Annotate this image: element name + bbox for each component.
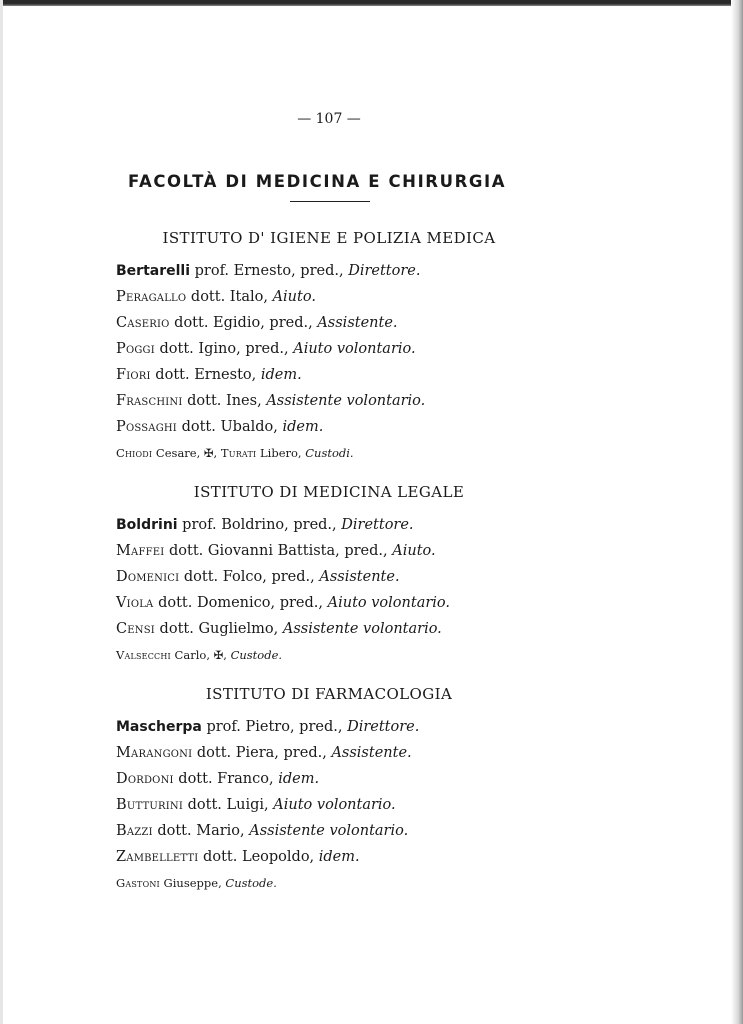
staff-details: prof. Ernesto, pred.,	[190, 263, 349, 279]
section-heading-farmacologia: ISTITUTO DI FARMACOLOGIA	[205, 685, 453, 703]
staff-name: Valsecchi	[116, 648, 171, 662]
staff-role: Assistente.	[317, 315, 398, 331]
staff-details: dott. Ines,	[182, 393, 267, 409]
staff-entry	[116, 393, 425, 409]
title-rule	[290, 201, 370, 202]
staff-role: Direttore.	[347, 719, 420, 735]
staff-role: Direttore.	[341, 517, 414, 533]
staff-entry	[116, 543, 436, 559]
staff-name-second: Turati	[220, 446, 257, 460]
staff-entry	[116, 315, 398, 331]
staff-details: dott. Igino, pred.,	[154, 341, 294, 357]
staff-role: Assistente volontario.	[266, 393, 426, 409]
staff-name: Possaghi	[116, 419, 177, 435]
staff-name: Caserio	[116, 315, 170, 331]
staff-name: Marangoni	[116, 745, 193, 761]
staff-name: Bertarelli	[116, 263, 191, 279]
staff-details-second: Libero,	[256, 446, 306, 460]
staff-role: Aiuto volontario.	[327, 595, 450, 611]
staff-details: dott. Leopoldo,	[198, 849, 319, 865]
section-heading-igiene: ISTITUTO D' IGIENE E POLIZIA MEDICA	[162, 229, 496, 247]
staff-entry	[116, 745, 412, 761]
section-heading-medicina-legale: ISTITUTO DI MEDICINA LEGALE	[193, 483, 465, 501]
staff-name: Gastoni	[116, 876, 160, 890]
staff-details: dott. Ernesto,	[150, 367, 261, 383]
staff-role: Custode.	[225, 876, 277, 890]
staff-entry	[116, 341, 416, 357]
staff-role: idem.	[318, 849, 360, 865]
staff-name: Mascherpa	[116, 719, 202, 735]
staff-name: Chiodi	[116, 446, 153, 460]
staff-name: Peragallo	[116, 289, 187, 305]
staff-entry	[116, 419, 323, 435]
staff-entry-custode	[116, 648, 282, 662]
staff-details: dott. Piera, pred.,	[192, 745, 332, 761]
staff-details: dott. Folco, pred.,	[179, 569, 320, 585]
staff-entry	[116, 771, 319, 787]
faculty-title: FACOLTÀ DI MEDICINA E CHIRURGIA	[128, 172, 507, 191]
staff-details: dott. Luigi,	[183, 797, 274, 813]
staff-entry-custode	[116, 876, 277, 890]
staff-details: Giuseppe,	[159, 876, 226, 890]
staff-role: Assistente volontario.	[282, 621, 442, 637]
staff-entry	[116, 719, 419, 735]
staff-name: Bazzi	[116, 823, 153, 839]
staff-name: Fraschini	[116, 393, 183, 409]
staff-details: prof. Boldrino, pred.,	[177, 517, 342, 533]
staff-role: Aiuto volontario.	[273, 797, 396, 813]
staff-role: Direttore.	[348, 263, 421, 279]
staff-entry	[116, 289, 316, 305]
staff-entry	[116, 517, 414, 533]
staff-details: dott. Giovanni Battista, pred.,	[164, 543, 393, 559]
staff-details: dott. Guglielmo,	[154, 621, 283, 637]
staff-details: dott. Italo,	[186, 289, 273, 305]
staff-details: Cesare, ✠,	[152, 446, 221, 460]
staff-details: prof. Pietro, pred.,	[201, 719, 348, 735]
staff-name: Poggi	[116, 341, 155, 357]
staff-role: idem.	[282, 419, 324, 435]
staff-name: Maffei	[116, 543, 165, 559]
staff-name: Censi	[116, 621, 155, 637]
staff-role: idem.	[260, 367, 302, 383]
staff-name: Domenici	[116, 569, 180, 585]
staff-role: Aiuto.	[392, 543, 436, 559]
staff-entry	[116, 797, 396, 813]
staff-entry	[116, 569, 400, 585]
staff-name: Zambelletti	[116, 849, 199, 865]
staff-name: Butturini	[116, 797, 184, 813]
staff-details: dott. Franco,	[173, 771, 279, 787]
staff-role: Custode.	[230, 648, 283, 662]
staff-details: dott. Domenico, pred.,	[153, 595, 328, 611]
staff-details: dott. Ubaldo,	[176, 419, 283, 435]
staff-name: Fiori	[116, 367, 151, 383]
page-top-edge	[0, 0, 743, 6]
staff-entry	[116, 621, 442, 637]
staff-entry-custodi	[116, 446, 354, 460]
staff-details: dott. Mario,	[152, 823, 250, 839]
page-left-edge	[0, 0, 3, 1024]
staff-name: Boldrini	[116, 517, 178, 533]
staff-name: Dordoni	[116, 771, 174, 787]
staff-details: dott. Egidio, pred.,	[169, 315, 318, 331]
staff-role: Aiuto volontario.	[293, 341, 416, 357]
staff-entry	[116, 263, 420, 279]
staff-entry	[116, 367, 302, 383]
staff-role: Assistente.	[319, 569, 400, 585]
page-number: — 107 —	[297, 111, 361, 127]
staff-entry	[116, 595, 450, 611]
staff-role: Assistente.	[331, 745, 412, 761]
staff-role: Aiuto.	[272, 289, 316, 305]
staff-role: Custodi.	[305, 446, 354, 460]
staff-role: idem.	[278, 771, 320, 787]
staff-name: Viola	[116, 595, 154, 611]
staff-details: Carlo, ✠,	[170, 648, 231, 662]
page-right-edge	[731, 0, 743, 1024]
staff-entry	[116, 849, 360, 865]
staff-role: Assistente volontario.	[249, 823, 409, 839]
staff-entry	[116, 823, 408, 839]
